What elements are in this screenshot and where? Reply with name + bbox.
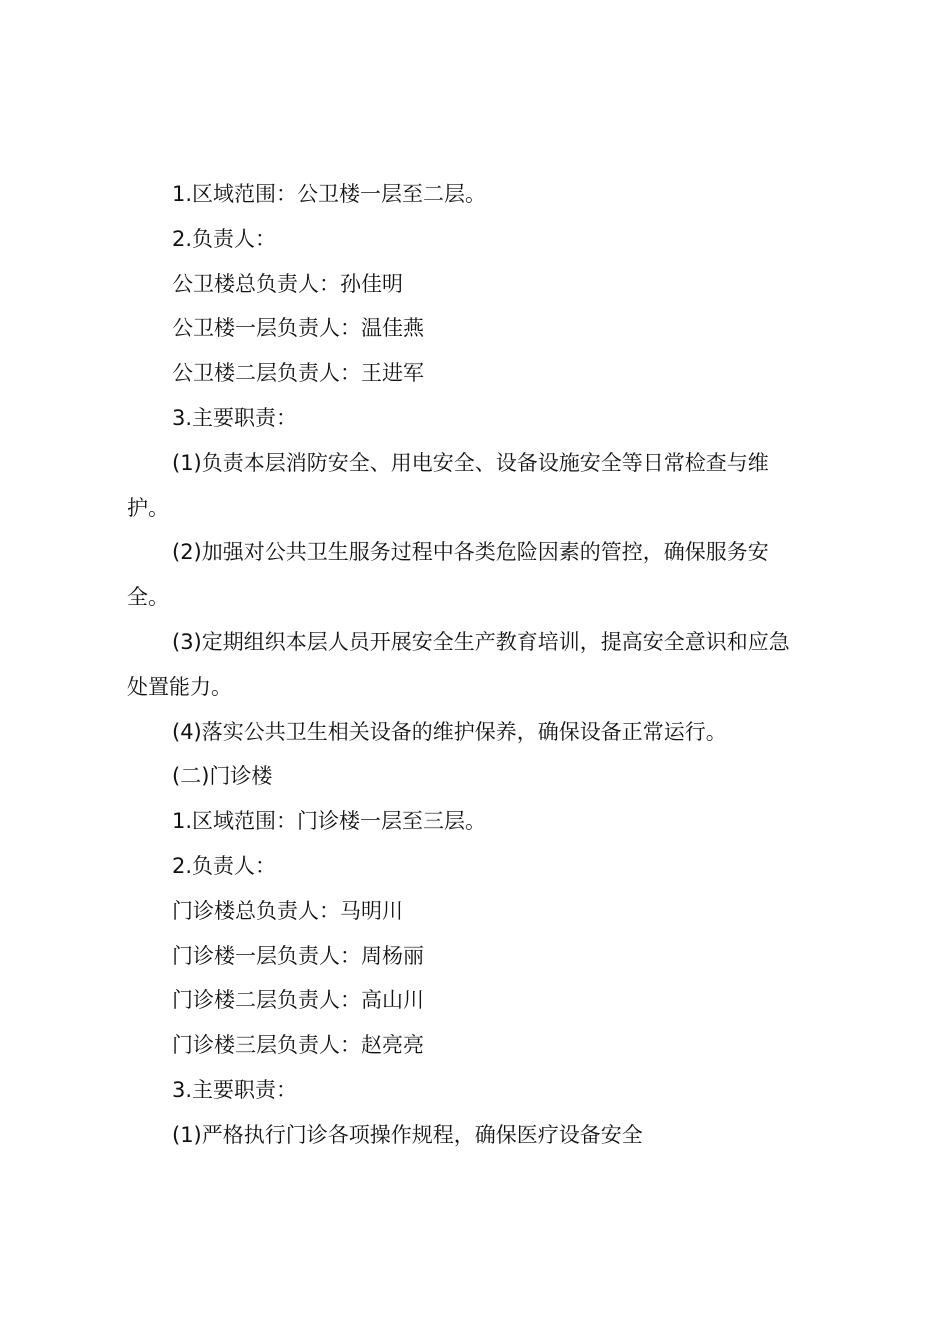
paragraph-line: 门诊楼总负责人：马明川 <box>172 898 403 923</box>
document-body <box>127 172 832 1158</box>
paragraph-line: (1)负责本层消防安全、用电安全、设备设施安全等日常检查与维 <box>172 450 769 475</box>
paragraph-line: (2)加强对公共卫生服务过程中各类危险因素的管控，确保服务安 <box>172 540 769 565</box>
paragraph-line: 门诊楼二层负责人：高山川 <box>172 988 424 1013</box>
paragraph-line: 公卫楼一层负责人：温佳燕 <box>172 316 424 341</box>
paragraph-line: 1.区域范围：门诊楼一层至三层。 <box>172 809 487 834</box>
paragraph-line: 2.负责人： <box>172 226 277 251</box>
paragraph-line: 3.主要职责： <box>172 405 298 430</box>
paragraph-line: 公卫楼总负责人：孙佳明 <box>172 271 403 296</box>
paragraph-line: (3)定期组织本层人员开展安全生产教育培训，提高安全意识和应急 <box>172 629 790 654</box>
paragraph-line: 1.区域范围：公卫楼一层至二层。 <box>172 182 487 206</box>
paragraph-line: 护。 <box>127 495 169 520</box>
paragraph-line: 处置能力。 <box>127 674 232 699</box>
paragraph-line: (1)严格执行门诊各项操作规程，确保医疗设备安全 <box>172 1122 643 1147</box>
paragraph-line: 全。 <box>127 585 169 610</box>
paragraph-line: 公卫楼二层负责人：王进军 <box>172 361 424 386</box>
paragraph-line: 3.主要职责： <box>172 1077 298 1102</box>
section-heading: (二)门诊楼 <box>172 764 273 789</box>
paragraph-line: (4)落实公共卫生相关设备的维护保养，确保设备正常运行。 <box>172 719 727 744</box>
paragraph-line: 门诊楼三层负责人：赵亮亮 <box>172 1033 424 1058</box>
paragraph-line: 2.负责人： <box>172 853 277 878</box>
paragraph-line: 门诊楼一层负责人：周杨丽 <box>172 943 424 968</box>
